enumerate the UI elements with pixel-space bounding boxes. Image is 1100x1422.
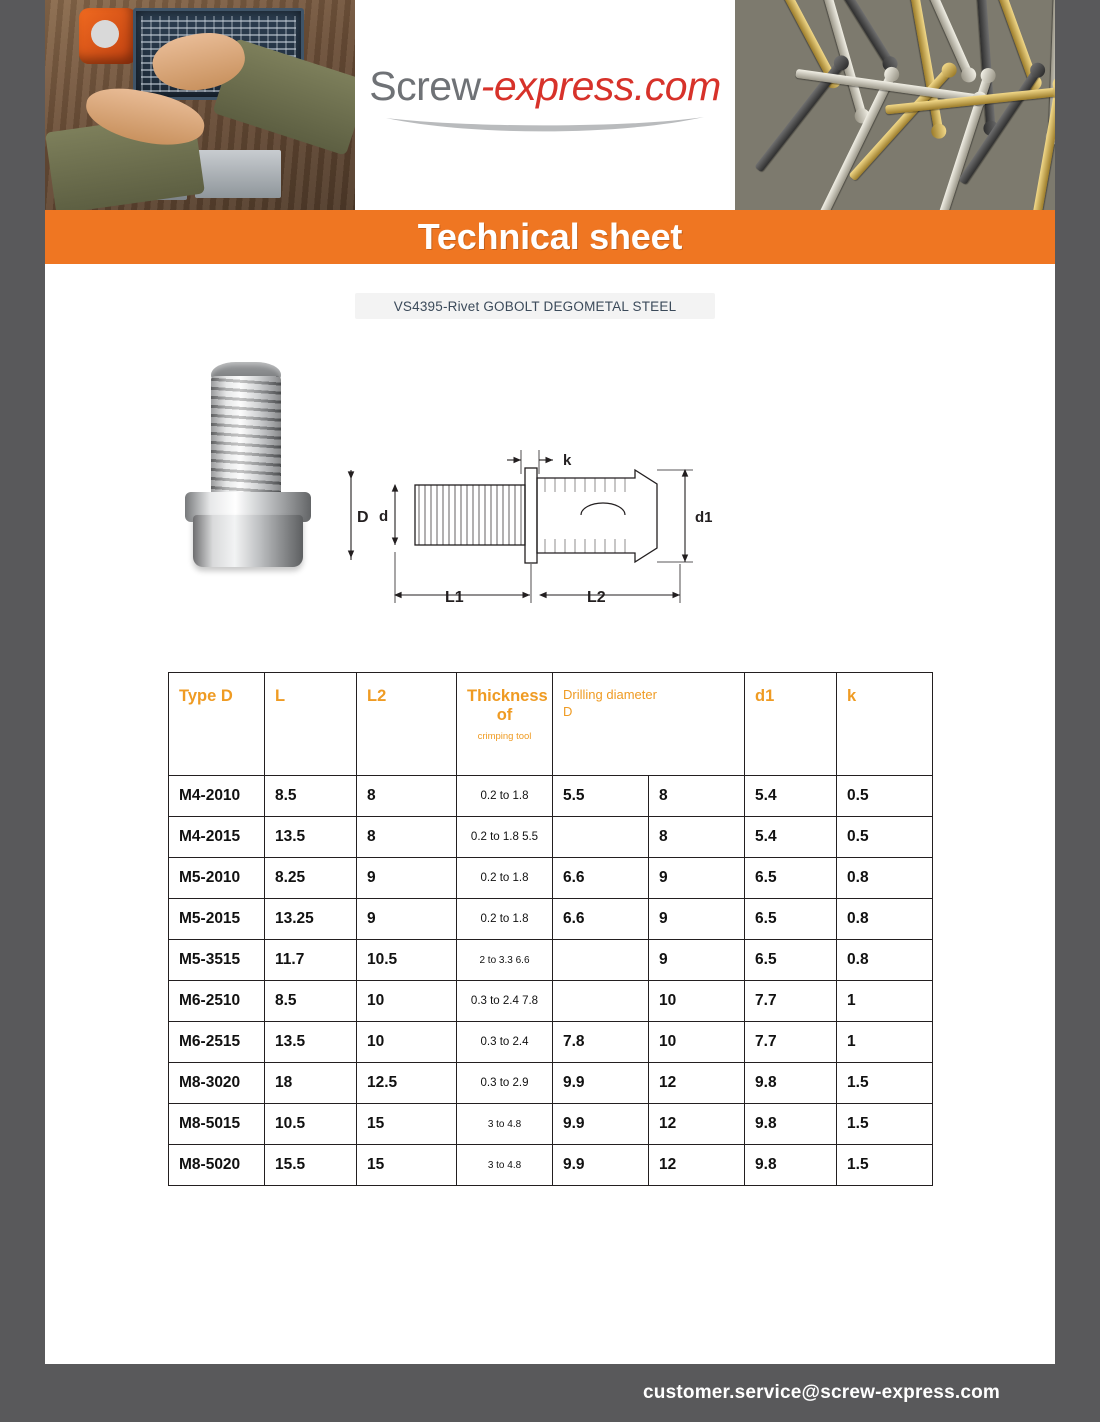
cell-l2: 8 <box>357 817 457 858</box>
col-header-thickness-of: of <box>496 706 513 724</box>
left-rail <box>0 0 45 1422</box>
cell-l2: 10.5 <box>357 940 457 981</box>
product-subtitle-text: VS4395-Rivet GOBOLT DEGOMETAL STEEL <box>393 298 677 314</box>
cell-d1: 6.5 <box>745 858 837 899</box>
col-header-drilling-line2: D <box>563 703 573 719</box>
cell-k: 0.8 <box>837 940 933 981</box>
cell-l2: 9 <box>357 899 457 940</box>
cell-l: 10.5 <box>265 1104 357 1145</box>
cell-k: 1.5 <box>837 1145 933 1186</box>
logo-area[interactable] <box>355 0 735 210</box>
cell-type: M4-2015 <box>169 817 265 858</box>
cell-drill-b: 12 <box>649 1104 745 1145</box>
cell-l: 13.25 <box>265 899 357 940</box>
logo-secondary: -express.com <box>480 62 721 109</box>
cell-drill-a: 6.6 <box>553 899 649 940</box>
col-header-type-d: Type D <box>169 673 265 776</box>
cell-d1: 5.4 <box>745 817 837 858</box>
cell-d1: 6.5 <box>745 940 837 981</box>
table-row <box>169 940 933 981</box>
drawing-label-k: k <box>563 452 572 469</box>
cell-drill-b: 9 <box>649 899 745 940</box>
table-row <box>169 817 933 858</box>
cell-drill-a: 5.5 <box>553 776 649 817</box>
col-header-l2: L2 <box>357 673 457 776</box>
col-header-d1: d1 <box>745 673 837 776</box>
cell-drill-a: 7.8 <box>553 1022 649 1063</box>
table-row <box>169 899 933 940</box>
tape-measure-image <box>79 8 137 64</box>
cell-l: 18 <box>265 1063 357 1104</box>
logo-primary: Screw <box>369 62 481 109</box>
cell-thickness: 2 to 3.3 6.6 <box>457 940 553 981</box>
drawing-label-d1: d1 <box>695 509 713 526</box>
cell-thickness: 3 to 4.8 <box>457 1145 553 1186</box>
cell-drill-a <box>553 981 649 1022</box>
cell-l: 8.25 <box>265 858 357 899</box>
cell-type: M5-2015 <box>169 899 265 940</box>
cell-k: 0.8 <box>837 899 933 940</box>
cell-thickness: 0.3 to 2.4 <box>457 1022 553 1063</box>
cell-thickness: 3 to 4.8 <box>457 1104 553 1145</box>
technical-drawing <box>335 440 735 630</box>
cell-type: M8-3020 <box>169 1063 265 1104</box>
cell-drill-b: 9 <box>649 858 745 899</box>
technical-sheet-title-bar <box>45 210 1055 264</box>
cell-l: 13.5 <box>265 817 357 858</box>
cell-l: 11.7 <box>265 940 357 981</box>
col-header-k: k <box>837 673 933 776</box>
cell-d1: 9.8 <box>745 1063 837 1104</box>
cell-type: M5-3515 <box>169 940 265 981</box>
cell-thickness: 0.3 to 2.4 7.8 <box>457 981 553 1022</box>
cell-d1: 9.8 <box>745 1145 837 1186</box>
cell-l2: 10 <box>357 981 457 1022</box>
cell-type: M5-2010 <box>169 858 265 899</box>
cell-type: M6-2515 <box>169 1022 265 1063</box>
cell-d1: 6.5 <box>745 899 837 940</box>
table-row <box>169 1104 933 1145</box>
col-header-thickness-sub: crimping tool <box>477 731 532 742</box>
drawing-label-d: d <box>379 508 389 525</box>
cell-k: 0.5 <box>837 776 933 817</box>
table-row <box>169 1145 933 1186</box>
table-row <box>169 858 933 899</box>
specifications-table <box>168 672 933 1186</box>
cell-d1: 5.4 <box>745 776 837 817</box>
cell-k: 1 <box>837 981 933 1022</box>
cell-k: 1.5 <box>837 1104 933 1145</box>
cell-thickness: 0.3 to 2.9 <box>457 1063 553 1104</box>
cell-d1: 9.8 <box>745 1104 837 1145</box>
cell-l2: 15 <box>357 1145 457 1186</box>
cell-l2: 12.5 <box>357 1063 457 1104</box>
cell-k: 1.5 <box>837 1063 933 1104</box>
col-header-drilling-line1: Drilling diameter <box>563 687 657 702</box>
cell-type: M4-2010 <box>169 776 265 817</box>
cell-drill-a: 6.6 <box>553 858 649 899</box>
col-header-l: L <box>265 673 357 776</box>
cell-l: 13.5 <box>265 1022 357 1063</box>
drawing-label-L1: L1 <box>445 589 464 606</box>
logo-swoosh-icon <box>369 114 720 136</box>
cell-drill-b: 9 <box>649 940 745 981</box>
cell-type: M6-2510 <box>169 981 265 1022</box>
cell-drill-b: 10 <box>649 981 745 1022</box>
cell-l2: 9 <box>357 858 457 899</box>
table-row <box>169 1022 933 1063</box>
cell-type: M8-5020 <box>169 1145 265 1186</box>
cell-drill-a: 9.9 <box>553 1145 649 1186</box>
cell-l2: 8 <box>357 776 457 817</box>
screws-photo <box>735 0 1055 210</box>
cell-k: 0.5 <box>837 817 933 858</box>
right-rail <box>1055 0 1100 1422</box>
table-row <box>169 981 933 1022</box>
table-row <box>169 776 933 817</box>
table-body <box>169 776 933 1186</box>
cell-d1: 7.7 <box>745 981 837 1022</box>
cell-drill-a <box>553 940 649 981</box>
table-header-row <box>169 673 933 776</box>
page-title: Technical sheet <box>417 216 683 257</box>
product-image <box>175 340 335 600</box>
col-header-thickness <box>457 673 553 776</box>
product-subtitle <box>355 293 715 319</box>
cell-type: M8-5015 <box>169 1104 265 1145</box>
cell-thickness: 0.2 to 1.8 5.5 <box>457 817 553 858</box>
cell-drill-a: 9.9 <box>553 1063 649 1104</box>
cell-l: 8.5 <box>265 776 357 817</box>
cell-thickness: 0.2 to 1.8 <box>457 776 553 817</box>
specifications-table-wrap <box>168 672 932 1186</box>
footer-spacer <box>45 1350 1055 1364</box>
page-header <box>45 0 1055 210</box>
workshop-photo <box>45 0 355 210</box>
cell-d1: 7.7 <box>745 1022 837 1063</box>
cell-k: 1 <box>837 1022 933 1063</box>
cell-l: 8.5 <box>265 981 357 1022</box>
cell-drill-b: 10 <box>649 1022 745 1063</box>
drawing-label-D: D <box>357 509 369 526</box>
cell-drill-a <box>553 817 649 858</box>
cell-l2: 15 <box>357 1104 457 1145</box>
col-header-thickness-main: Thickness <box>467 687 548 705</box>
cell-thickness: 0.2 to 1.8 <box>457 858 553 899</box>
cell-drill-b: 8 <box>649 817 745 858</box>
cell-thickness: 0.2 to 1.8 <box>457 899 553 940</box>
col-header-drilling-diameter <box>553 673 745 776</box>
cell-k: 0.8 <box>837 858 933 899</box>
cell-drill-a: 9.9 <box>553 1104 649 1145</box>
contact-email[interactable]: customer.service@screw-express.com <box>643 1382 1000 1403</box>
cell-drill-b: 12 <box>649 1063 745 1104</box>
drawing-label-L2: L2 <box>587 589 606 606</box>
cell-l2: 10 <box>357 1022 457 1063</box>
cell-l: 15.5 <box>265 1145 357 1186</box>
cell-drill-b: 12 <box>649 1145 745 1186</box>
cell-drill-b: 8 <box>649 776 745 817</box>
table-row <box>169 1063 933 1104</box>
page-footer <box>0 1364 1100 1422</box>
